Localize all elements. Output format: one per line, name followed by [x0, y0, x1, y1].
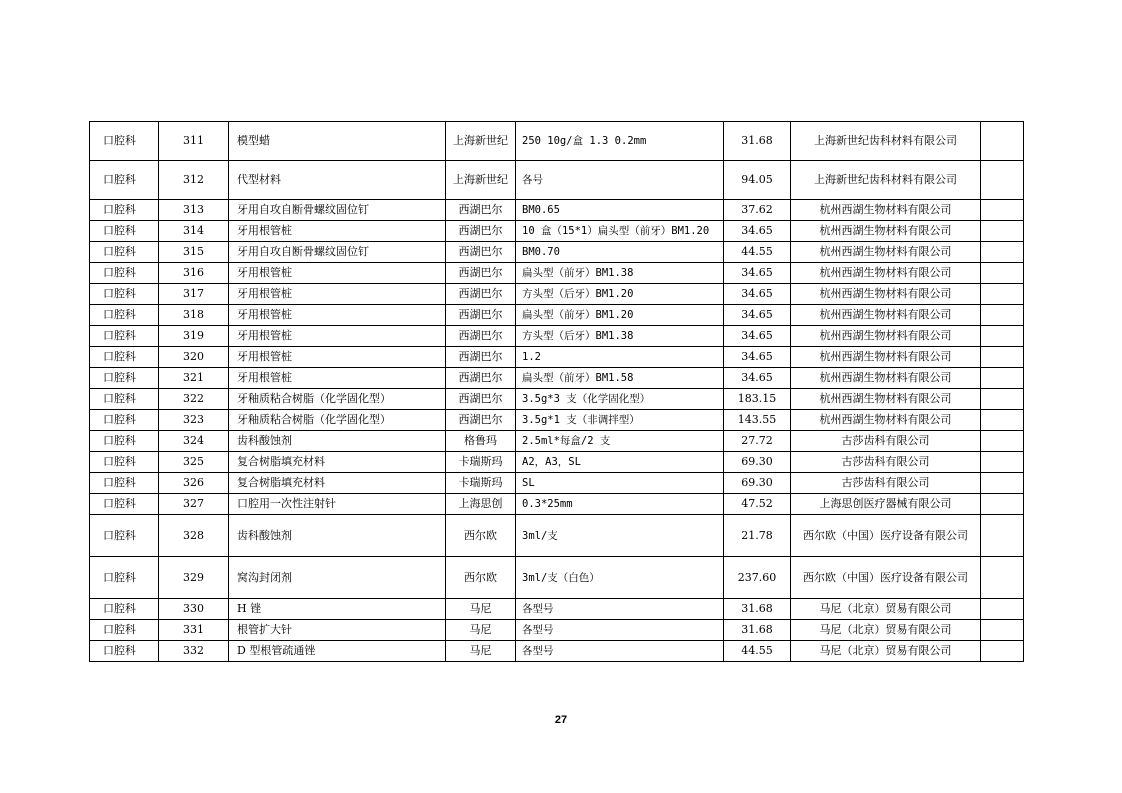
table-row	[90, 389, 1024, 410]
manufacturer-cell: 马尼（北京）贸易有限公司	[791, 641, 981, 662]
department-cell: 口腔科	[90, 200, 159, 221]
brand-cell: 卡瑞斯玛	[446, 452, 516, 473]
brand-cell: 马尼	[446, 620, 516, 641]
specification-cell: 3.5g*3 支（化学固化型）	[516, 389, 724, 410]
department-cell: 口腔科	[90, 473, 159, 494]
table-row	[90, 242, 1024, 263]
product-name-cell: 齿科酸蚀剂	[229, 515, 446, 557]
specification-cell: 10 盒（15*1）扁头型（前牙）BM1.20	[516, 221, 724, 242]
specification-cell: 扁头型（前牙）BM1.38	[516, 263, 724, 284]
manufacturer-cell: 杭州西湖生物材料有限公司	[791, 200, 981, 221]
department-cell: 口腔科	[90, 641, 159, 662]
specification-cell: SL	[516, 473, 724, 494]
manufacturer-cell: 古莎齿科有限公司	[791, 452, 981, 473]
manufacturer-cell: 杭州西湖生物材料有限公司	[791, 242, 981, 263]
serial-number-cell: 320	[159, 347, 229, 368]
table-row	[90, 431, 1024, 452]
manufacturer-cell: 马尼（北京）贸易有限公司	[791, 620, 981, 641]
serial-number-cell: 322	[159, 389, 229, 410]
manufacturer-cell: 西尔欧（中国）医疗设备有限公司	[791, 515, 981, 557]
department-cell: 口腔科	[90, 242, 159, 263]
manufacturer-cell: 上海新世纪齿科材料有限公司	[791, 122, 981, 161]
price-cell: 31.68	[724, 599, 791, 620]
product-name-cell: 牙釉质粘合树脂（化学固化型）	[229, 389, 446, 410]
price-cell: 34.65	[724, 263, 791, 284]
manufacturer-cell: 杭州西湖生物材料有限公司	[791, 410, 981, 431]
table-row	[90, 473, 1024, 494]
product-name-cell: D 型根管疏通锉	[229, 641, 446, 662]
product-name-cell: 牙用根管桩	[229, 326, 446, 347]
table-row	[90, 620, 1024, 641]
table-body	[90, 122, 1024, 662]
product-name-cell: 牙用自攻自断骨螺纹固位钉	[229, 200, 446, 221]
table-row	[90, 494, 1024, 515]
brand-cell: 西尔欧	[446, 557, 516, 599]
product-name-cell: 齿科酸蚀剂	[229, 431, 446, 452]
remark-cell	[981, 515, 1024, 557]
serial-number-cell: 331	[159, 620, 229, 641]
brand-cell: 上海新世纪	[446, 161, 516, 200]
brand-cell: 西湖巴尔	[446, 368, 516, 389]
department-cell: 口腔科	[90, 599, 159, 620]
price-cell: 143.55	[724, 410, 791, 431]
product-name-cell: 口腔用一次性注射针	[229, 494, 446, 515]
product-name-cell: 模型蜡	[229, 122, 446, 161]
price-cell: 94.05	[724, 161, 791, 200]
specification-cell: 各号	[516, 161, 724, 200]
price-cell: 34.65	[724, 368, 791, 389]
serial-number-cell: 319	[159, 326, 229, 347]
table-row	[90, 599, 1024, 620]
department-cell: 口腔科	[90, 452, 159, 473]
specification-cell: 方头型（后牙）BM1.38	[516, 326, 724, 347]
remark-cell	[981, 368, 1024, 389]
specification-cell: 各型号	[516, 599, 724, 620]
price-cell: 34.65	[724, 305, 791, 326]
serial-number-cell: 330	[159, 599, 229, 620]
department-cell: 口腔科	[90, 263, 159, 284]
brand-cell: 西湖巴尔	[446, 242, 516, 263]
manufacturer-cell: 杭州西湖生物材料有限公司	[791, 221, 981, 242]
table-row	[90, 557, 1024, 599]
manufacturer-cell: 杭州西湖生物材料有限公司	[791, 284, 981, 305]
table-row	[90, 326, 1024, 347]
table-row	[90, 161, 1024, 200]
department-cell: 口腔科	[90, 431, 159, 452]
price-cell: 44.55	[724, 242, 791, 263]
page-number: 27	[554, 714, 568, 726]
serial-number-cell: 315	[159, 242, 229, 263]
remark-cell	[981, 221, 1024, 242]
price-cell: 27.72	[724, 431, 791, 452]
table-row	[90, 452, 1024, 473]
product-name-cell: 代型材料	[229, 161, 446, 200]
brand-cell: 西尔欧	[446, 515, 516, 557]
table-row	[90, 347, 1024, 368]
product-name-cell: 牙用根管桩	[229, 263, 446, 284]
serial-number-cell: 326	[159, 473, 229, 494]
brand-cell: 上海思创	[446, 494, 516, 515]
price-cell: 47.52	[724, 494, 791, 515]
brand-cell: 西湖巴尔	[446, 347, 516, 368]
brand-cell: 西湖巴尔	[446, 305, 516, 326]
table-row	[90, 515, 1024, 557]
remark-cell	[981, 494, 1024, 515]
price-cell: 21.78	[724, 515, 791, 557]
serial-number-cell: 313	[159, 200, 229, 221]
price-table	[89, 121, 1024, 662]
price-cell: 31.68	[724, 122, 791, 161]
serial-number-cell: 327	[159, 494, 229, 515]
price-cell: 34.65	[724, 221, 791, 242]
serial-number-cell: 332	[159, 641, 229, 662]
remark-cell	[981, 161, 1024, 200]
brand-cell: 西湖巴尔	[446, 326, 516, 347]
remark-cell	[981, 263, 1024, 284]
brand-cell: 西湖巴尔	[446, 284, 516, 305]
manufacturer-cell: 古莎齿科有限公司	[791, 473, 981, 494]
remark-cell	[981, 599, 1024, 620]
brand-cell: 上海新世纪	[446, 122, 516, 161]
remark-cell	[981, 620, 1024, 641]
price-cell: 31.68	[724, 620, 791, 641]
remark-cell	[981, 473, 1024, 494]
product-name-cell: 窝沟封闭剂	[229, 557, 446, 599]
remark-cell	[981, 431, 1024, 452]
department-cell: 口腔科	[90, 515, 159, 557]
brand-cell: 西湖巴尔	[446, 200, 516, 221]
table-row	[90, 284, 1024, 305]
remark-cell	[981, 284, 1024, 305]
table-row	[90, 305, 1024, 326]
remark-cell	[981, 326, 1024, 347]
specification-cell: 扁头型（前牙）BM1.20	[516, 305, 724, 326]
serial-number-cell: 323	[159, 410, 229, 431]
manufacturer-cell: 马尼（北京）贸易有限公司	[791, 599, 981, 620]
price-cell: 44.55	[724, 641, 791, 662]
remark-cell	[981, 641, 1024, 662]
specification-cell: 0.3*25mm	[516, 494, 724, 515]
brand-cell: 马尼	[446, 641, 516, 662]
product-name-cell: H 锉	[229, 599, 446, 620]
specification-cell: 各型号	[516, 620, 724, 641]
product-name-cell: 牙用根管桩	[229, 368, 446, 389]
department-cell: 口腔科	[90, 221, 159, 242]
manufacturer-cell: 西尔欧（中国）医疗设备有限公司	[791, 557, 981, 599]
product-name-cell: 牙用自攻自断骨螺纹固位钉	[229, 242, 446, 263]
department-cell: 口腔科	[90, 305, 159, 326]
department-cell: 口腔科	[90, 284, 159, 305]
remark-cell	[981, 389, 1024, 410]
specification-cell: 扁头型（前牙）BM1.58	[516, 368, 724, 389]
specification-cell: 3ml/支（白色）	[516, 557, 724, 599]
department-cell: 口腔科	[90, 161, 159, 200]
manufacturer-cell: 杭州西湖生物材料有限公司	[791, 263, 981, 284]
serial-number-cell: 325	[159, 452, 229, 473]
remark-cell	[981, 200, 1024, 221]
specification-cell: 方头型（后牙）BM1.20	[516, 284, 724, 305]
price-cell: 34.65	[724, 284, 791, 305]
product-name-cell: 根管扩大针	[229, 620, 446, 641]
department-cell: 口腔科	[90, 410, 159, 431]
price-cell: 183.15	[724, 389, 791, 410]
department-cell: 口腔科	[90, 122, 159, 161]
manufacturer-cell: 古莎齿科有限公司	[791, 431, 981, 452]
product-name-cell: 牙用根管桩	[229, 347, 446, 368]
manufacturer-cell: 上海思创医疗器械有限公司	[791, 494, 981, 515]
price-cell: 237.60	[724, 557, 791, 599]
department-cell: 口腔科	[90, 347, 159, 368]
brand-cell: 西湖巴尔	[446, 389, 516, 410]
price-cell: 34.65	[724, 326, 791, 347]
serial-number-cell: 317	[159, 284, 229, 305]
price-cell: 69.30	[724, 452, 791, 473]
brand-cell: 西湖巴尔	[446, 221, 516, 242]
specification-cell: 2.5ml*每盒/2 支	[516, 431, 724, 452]
serial-number-cell: 328	[159, 515, 229, 557]
table-row	[90, 221, 1024, 242]
brand-cell: 西湖巴尔	[446, 263, 516, 284]
table-row	[90, 410, 1024, 431]
serial-number-cell: 324	[159, 431, 229, 452]
specification-cell: 各型号	[516, 641, 724, 662]
department-cell: 口腔科	[90, 557, 159, 599]
serial-number-cell: 311	[159, 122, 229, 161]
department-cell: 口腔科	[90, 620, 159, 641]
brand-cell: 卡瑞斯玛	[446, 473, 516, 494]
serial-number-cell: 312	[159, 161, 229, 200]
remark-cell	[981, 242, 1024, 263]
remark-cell	[981, 122, 1024, 161]
remark-cell	[981, 347, 1024, 368]
manufacturer-cell: 杭州西湖生物材料有限公司	[791, 347, 981, 368]
serial-number-cell: 329	[159, 557, 229, 599]
product-name-cell: 牙用根管桩	[229, 305, 446, 326]
manufacturer-cell: 杭州西湖生物材料有限公司	[791, 305, 981, 326]
product-name-cell: 牙釉质粘合树脂（化学固化型）	[229, 410, 446, 431]
specification-cell: BM0.70	[516, 242, 724, 263]
remark-cell	[981, 452, 1024, 473]
brand-cell: 西湖巴尔	[446, 410, 516, 431]
brand-cell: 格鲁玛	[446, 431, 516, 452]
manufacturer-cell: 上海新世纪齿科材料有限公司	[791, 161, 981, 200]
remark-cell	[981, 410, 1024, 431]
table-row	[90, 641, 1024, 662]
department-cell: 口腔科	[90, 494, 159, 515]
department-cell: 口腔科	[90, 389, 159, 410]
table-row	[90, 263, 1024, 284]
specification-cell: 250 10g/盒 1.3 0.2mm	[516, 122, 724, 161]
serial-number-cell: 321	[159, 368, 229, 389]
price-cell: 69.30	[724, 473, 791, 494]
remark-cell	[981, 557, 1024, 599]
product-name-cell: 复合树脂填充材料	[229, 452, 446, 473]
table-row	[90, 200, 1024, 221]
manufacturer-cell: 杭州西湖生物材料有限公司	[791, 326, 981, 347]
table-row	[90, 368, 1024, 389]
manufacturer-cell: 杭州西湖生物材料有限公司	[791, 389, 981, 410]
price-cell: 37.62	[724, 200, 791, 221]
remark-cell	[981, 305, 1024, 326]
specification-cell: 3.5g*1 支（非调拌型）	[516, 410, 724, 431]
specification-cell: 3ml/支	[516, 515, 724, 557]
brand-cell: 马尼	[446, 599, 516, 620]
product-name-cell: 牙用根管桩	[229, 284, 446, 305]
specification-cell: A2，A3，SL	[516, 452, 724, 473]
serial-number-cell: 318	[159, 305, 229, 326]
department-cell: 口腔科	[90, 368, 159, 389]
serial-number-cell: 314	[159, 221, 229, 242]
table-row	[90, 122, 1024, 161]
manufacturer-cell: 杭州西湖生物材料有限公司	[791, 368, 981, 389]
specification-cell: BM0.65	[516, 200, 724, 221]
specification-cell: 1.2	[516, 347, 724, 368]
product-name-cell: 复合树脂填充材料	[229, 473, 446, 494]
price-cell: 34.65	[724, 347, 791, 368]
serial-number-cell: 316	[159, 263, 229, 284]
department-cell: 口腔科	[90, 326, 159, 347]
product-name-cell: 牙用根管桩	[229, 221, 446, 242]
